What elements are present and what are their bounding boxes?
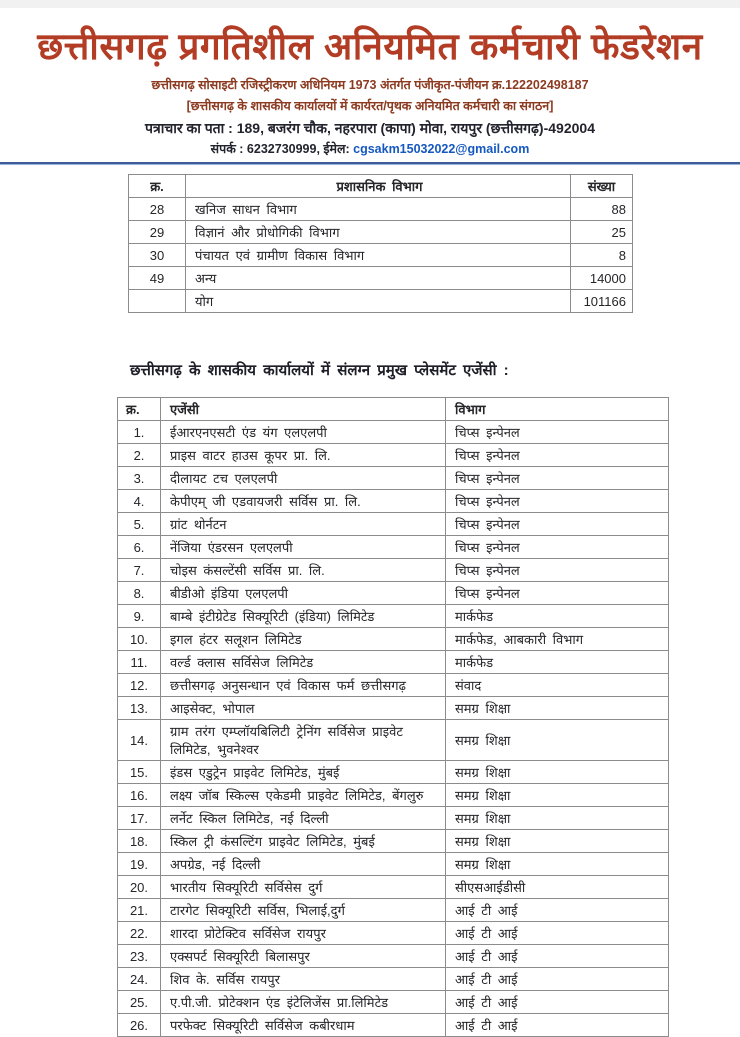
cell-division: मार्कफेड [446, 605, 669, 628]
cell-division: मार्कफेड [446, 651, 669, 674]
table-row [129, 198, 633, 221]
registration-line: छत्तीसगढ़ सोसाइटी रजिस्ट्रीकरण अधिनियम 1973 अंतर्गत पंजीकृत-पंजीयन क्र.122202498187 [151, 78, 589, 93]
table-row [118, 467, 669, 490]
cell-agency: परफेक्ट सिक्यूरिटी सर्विसेज कबीरधाम [161, 1014, 446, 1037]
cell-agency: ए.पी.जी. प्रोटेक्शन एंड इंटेलिजेंस प्रा.लिमिटेड [161, 991, 446, 1014]
address-line: पत्राचार का पता : 189, बजरंग चौक, नहरपारा (कापा) मोवा, रायपुर (छत्तीसगढ़)-492004 [145, 120, 595, 137]
cell-division: चिप्स इन्पेनल [446, 536, 669, 559]
cell-serial: 30 [129, 244, 186, 267]
cell-division: समग्र शिक्षा [446, 853, 669, 876]
cell-serial: 49 [129, 267, 186, 290]
cell-count: 101166 [571, 290, 633, 313]
email-link[interactable]: cgsakm15032022@gmail.com [353, 142, 530, 157]
cell-serial: 23. [118, 945, 161, 968]
header-separator-rule [0, 162, 740, 165]
cell-serial: 28 [129, 198, 186, 221]
cell-agency: एक्सपर्ट सिक्यूरिटी बिलासपुर [161, 945, 446, 968]
header-division: विभाग [446, 398, 669, 421]
cell-count: 25 [571, 221, 633, 244]
cell-serial: 12. [118, 674, 161, 697]
cell-division: चिप्स इन्पेनल [446, 559, 669, 582]
cell-serial: 22. [118, 922, 161, 945]
table-row [118, 922, 669, 945]
cell-agency: ईआरएनएसटी एंड यंग एलएलपी [161, 421, 446, 444]
cell-agency: चोइस कंसल्टेंसी सर्विस प्रा. लि. [161, 559, 446, 582]
cell-division: आई टी आई [446, 899, 669, 922]
cell-division: चिप्स इन्पेनल [446, 513, 669, 536]
cell-division: मार्कफेड, आबकारी विभाग [446, 628, 669, 651]
cell-division: आई टी आई [446, 1014, 669, 1037]
cell-division: आई टी आई [446, 922, 669, 945]
cell-serial: 10. [118, 628, 161, 651]
table-row [118, 674, 669, 697]
cell-serial: 8. [118, 582, 161, 605]
table-row [118, 876, 669, 899]
cell-serial [129, 290, 186, 313]
cell-agency: लक्ष्य जॉब स्किल्स एकेडमी प्राइवेट लिमिटेड, बेंगलुरु [161, 784, 446, 807]
table-row [129, 221, 633, 244]
table-row [118, 605, 669, 628]
table-row [118, 761, 669, 784]
cell-agency: टारगेट सिक्यूरिटी सर्विस, भिलाई,दुर्ग [161, 899, 446, 922]
cell-serial: 3. [118, 467, 161, 490]
cell-division: संवाद [446, 674, 669, 697]
table-row [118, 807, 669, 830]
cell-division: सीएसआईडीसी [446, 876, 669, 899]
department-summary-table [128, 174, 633, 313]
cell-division: समग्र शिक्षा [446, 761, 669, 784]
cell-serial: 16. [118, 784, 161, 807]
organization-subline: [छत्तीसगढ़ के शासकीय कार्यालयों में कार्यरत/पृथक अनियमित कर्मचारी का संगठन] [186, 99, 554, 114]
table-row [118, 899, 669, 922]
cell-division: आई टी आई [446, 968, 669, 991]
table-row [118, 968, 669, 991]
cell-division: चिप्स इन्पेनल [446, 467, 669, 490]
cell-serial: 25. [118, 991, 161, 1014]
letterhead [0, 24, 740, 157]
placement-agency-table [117, 397, 669, 1037]
cell-agency: केपीएम् जी एडवायजरी सर्विस प्रा. लि. [161, 490, 446, 513]
table-row [118, 853, 669, 876]
cell-department: खनिज साधन विभाग [186, 198, 571, 221]
cell-department: योग [186, 290, 571, 313]
table-row [118, 536, 669, 559]
cell-serial: 15. [118, 761, 161, 784]
cell-count: 8 [571, 244, 633, 267]
cell-serial: 18. [118, 830, 161, 853]
table-header-row [129, 175, 633, 198]
cell-division: समग्र शिक्षा [446, 830, 669, 853]
cell-agency: लर्नेट स्किल लिमिटेड, नई दिल्ली [161, 807, 446, 830]
cell-serial: 6. [118, 536, 161, 559]
cell-division: आई टी आई [446, 991, 669, 1014]
table-row [118, 720, 669, 761]
cell-serial: 11. [118, 651, 161, 674]
cell-agency: छत्तीसगढ़ अनुसन्धान एवं विकास फर्म छत्तीसगढ़ [161, 674, 446, 697]
cell-agency: अपग्रेड, नई दिल्ली [161, 853, 446, 876]
cell-serial: 4. [118, 490, 161, 513]
cell-agency: नेंजिया एंडरसन एलएलपी [161, 536, 446, 559]
cell-department: अन्य [186, 267, 571, 290]
table-row [118, 830, 669, 853]
table-row [118, 582, 669, 605]
cell-count: 14000 [571, 267, 633, 290]
table-row [118, 1014, 669, 1037]
cell-serial: 9. [118, 605, 161, 628]
cell-agency: इगल हंटर सलूशन लिमिटेड [161, 628, 446, 651]
cell-division: चिप्स इन्पेनल [446, 490, 669, 513]
table-row [118, 945, 669, 968]
cell-serial: 2. [118, 444, 161, 467]
cell-agency: दीलायट टच एलएलपी [161, 467, 446, 490]
cell-serial: 29 [129, 221, 186, 244]
table-row [129, 244, 633, 267]
cell-agency: वर्ल्ड क्लास सर्विसेज लिमिटेड [161, 651, 446, 674]
table-row [118, 628, 669, 651]
cell-agency: भारतीय सिक्यूरिटी सर्विसेस दुर्ग [161, 876, 446, 899]
header-agency: एजेंसी [161, 398, 446, 421]
cell-serial: 5. [118, 513, 161, 536]
table-row [118, 697, 669, 720]
contact-line [0, 140, 740, 157]
cell-division: चिप्स इन्पेनल [446, 582, 669, 605]
cell-division: समग्र शिक्षा [446, 807, 669, 830]
contact-label: संपर्क : 6232730999, ईमेल: [210, 142, 354, 157]
cell-serial: 24. [118, 968, 161, 991]
table-row [118, 444, 669, 467]
cell-agency: बीडीओ इंडिया एलएलपी [161, 582, 446, 605]
cell-agency: ग्रांट थोर्नटन [161, 513, 446, 536]
table-row [118, 651, 669, 674]
cell-serial: 19. [118, 853, 161, 876]
cell-division: आई टी आई [446, 945, 669, 968]
cell-agency: शिव के. सर्विस रायपुर [161, 968, 446, 991]
header-serial: क्र. [129, 175, 186, 198]
cell-agency: आइसेक्ट, भोपाल [161, 697, 446, 720]
table-row [118, 991, 669, 1014]
cell-department: विज्ञानं और प्रोधोगिकी विभाग [186, 221, 571, 244]
cell-serial: 26. [118, 1014, 161, 1037]
cell-serial: 21. [118, 899, 161, 922]
placement-agency-heading: छत्तीसगढ़ के शासकीय कार्यालयों में संलग्न प्रमुख प्लेसमेंट एजेंसी : [130, 362, 509, 380]
cell-division: चिप्स इन्पेनल [446, 444, 669, 467]
header-serial: क्र. [118, 398, 161, 421]
table-row [118, 490, 669, 513]
cell-count: 88 [571, 198, 633, 221]
table-row [118, 513, 669, 536]
cell-division: समग्र शिक्षा [446, 697, 669, 720]
table-header-row [118, 398, 669, 421]
cell-agency: बाम्बे इंटीग्रेटेड सिक्यूरिटी (इंडिया) लिमिटेड [161, 605, 446, 628]
cell-serial: 17. [118, 807, 161, 830]
table-row [129, 267, 633, 290]
cell-agency: शारदा प्रोटेक्टिव सर्विसेज रायपुर [161, 922, 446, 945]
cell-department: पंचायत एवं ग्रामीण विकास विभाग [186, 244, 571, 267]
cell-serial: 20. [118, 876, 161, 899]
cell-division: समग्र शिक्षा [446, 720, 669, 761]
table-row [129, 290, 633, 313]
table-row [118, 421, 669, 444]
header-count: संख्या [571, 175, 633, 198]
cell-serial: 7. [118, 559, 161, 582]
cell-division: समग्र शिक्षा [446, 784, 669, 807]
header-department: प्रशासनिक विभाग [186, 175, 571, 198]
table-row [118, 784, 669, 807]
top-edge-strip [0, 0, 740, 8]
cell-serial: 14. [118, 720, 161, 761]
organization-title: छत्तीसगढ़ प्रगतिशील अनियमित कर्मचारी फेडरेशन [37, 26, 703, 67]
table-row [118, 559, 669, 582]
cell-agency: प्राइस वाटर हाउस कूपर प्रा. लि. [161, 444, 446, 467]
cell-agency: इंडस एडुट्रेन प्राइवेट लिमिटेड, मुंबई [161, 761, 446, 784]
cell-division: चिप्स इन्पेनल [446, 421, 669, 444]
cell-agency: स्किल ट्री कंसल्टिंग प्राइवेट लिमिटेड, मुंबई [161, 830, 446, 853]
cell-serial: 1. [118, 421, 161, 444]
cell-serial: 13. [118, 697, 161, 720]
cell-agency: ग्राम तरंग एम्प्लॉयबिलिटी ट्रेनिंग सर्विसेज प्राइवेट लिमिटेड, भुवनेश्वर [161, 720, 446, 761]
